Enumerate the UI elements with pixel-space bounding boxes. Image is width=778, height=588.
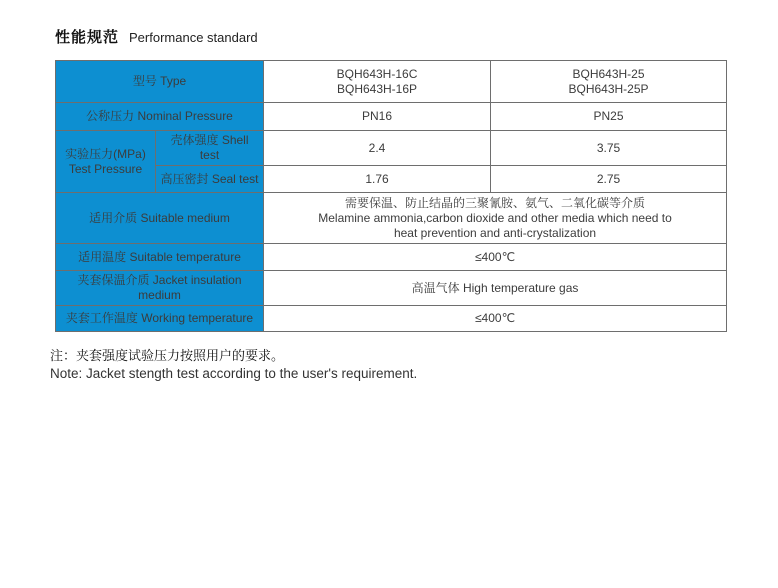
cell-seal-test-col1: 1.76 <box>264 166 491 193</box>
performance-standard-table <box>55 60 727 332</box>
row-label-suitable-medium-text: 适用介质 Suitable medium <box>89 210 230 225</box>
table-row-suitable-temperature <box>56 244 727 271</box>
suitable-medium-line-zh: 需要保温、防止结晶的三聚氰胺、氨气、二氧化碳等介质 <box>345 195 646 210</box>
row-label-nominal-pressure-text: 公称压力 Nominal Pressure <box>86 109 233 123</box>
row-label-suitable-medium <box>56 193 264 244</box>
cell-suitable-medium <box>264 193 727 244</box>
footnote-zh: 注：夹套强度试验压力按照用户的要求。 <box>50 348 285 363</box>
table-row-jacket-insulation-medium <box>56 271 727 306</box>
cell-type-col2 <box>491 61 727 103</box>
row-label-type <box>56 61 264 103</box>
row-label-jacket-insulation-medium-text: 夹套保温介质 Jacket insulation medium <box>77 273 242 302</box>
suitable-medium-line-en1: Melamine ammonia,carbon dioxide and other media which need to <box>318 210 672 225</box>
test-pressure-label-zh: 实验压力(MPa) <box>65 146 146 161</box>
cell-jacket-working-temperature: ≤400℃ <box>264 306 727 332</box>
row-label-nominal-pressure <box>56 103 264 131</box>
table-row-shell-test <box>56 131 727 166</box>
page-title <box>55 26 726 47</box>
cell-suitable-temperature: ≤400℃ <box>264 244 727 271</box>
table-row-type <box>56 61 727 103</box>
table-row-seal-test <box>56 166 727 193</box>
row-label-test-pressure <box>56 131 156 193</box>
type-value-line: BQH643H-16C <box>336 66 418 81</box>
row-label-seal-test-text: 高压密封 Seal test <box>160 171 259 186</box>
row-label-jacket-working-temperature-text: 夹套工作温度 Working temperature <box>65 311 254 325</box>
page-title-en: Performance standard <box>129 30 258 45</box>
footnote-en: Note: Jacket stength test according to the user's requirement. <box>50 366 418 381</box>
cell-jacket-insulation-medium: 高温气体 High temperature gas <box>264 271 727 306</box>
table-row-nominal-pressure <box>56 103 727 131</box>
row-label-seal-test <box>156 166 264 193</box>
row-label-suitable-temperature <box>56 244 264 271</box>
cell-shell-test-col1: 2.4 <box>264 131 491 166</box>
row-label-suitable-temperature-text: 适用温度 Suitable temperature <box>78 249 241 264</box>
footnote <box>50 347 726 383</box>
row-label-jacket-working-temperature <box>56 306 264 332</box>
row-label-shell-test <box>156 131 264 166</box>
cell-nominal-pressure-col2: PN25 <box>491 103 727 131</box>
table-row-suitable-medium <box>56 193 727 244</box>
page-title-zh: 性能规范 <box>55 29 120 46</box>
test-pressure-label-en: Test Pressure <box>68 161 143 176</box>
row-label-shell-test-text: 壳体强度 Shell test <box>170 133 249 162</box>
type-value-line: BQH643H-25 <box>572 66 645 81</box>
suitable-medium-line-en2: heat prevention and anti-crystalization <box>393 225 597 240</box>
table-row-jacket-working-temperature <box>56 306 727 332</box>
cell-seal-test-col2: 2.75 <box>491 166 727 193</box>
row-label-type-text: 型号 Type <box>132 74 187 88</box>
type-value-line: BQH643H-16P <box>336 81 418 96</box>
cell-shell-test-col2: 3.75 <box>491 131 727 166</box>
type-value-line: BQH643H-25P <box>568 81 649 96</box>
row-label-jacket-insulation-medium <box>56 271 264 306</box>
cell-nominal-pressure-col1: PN16 <box>264 103 491 131</box>
cell-type-col1 <box>264 61 491 103</box>
